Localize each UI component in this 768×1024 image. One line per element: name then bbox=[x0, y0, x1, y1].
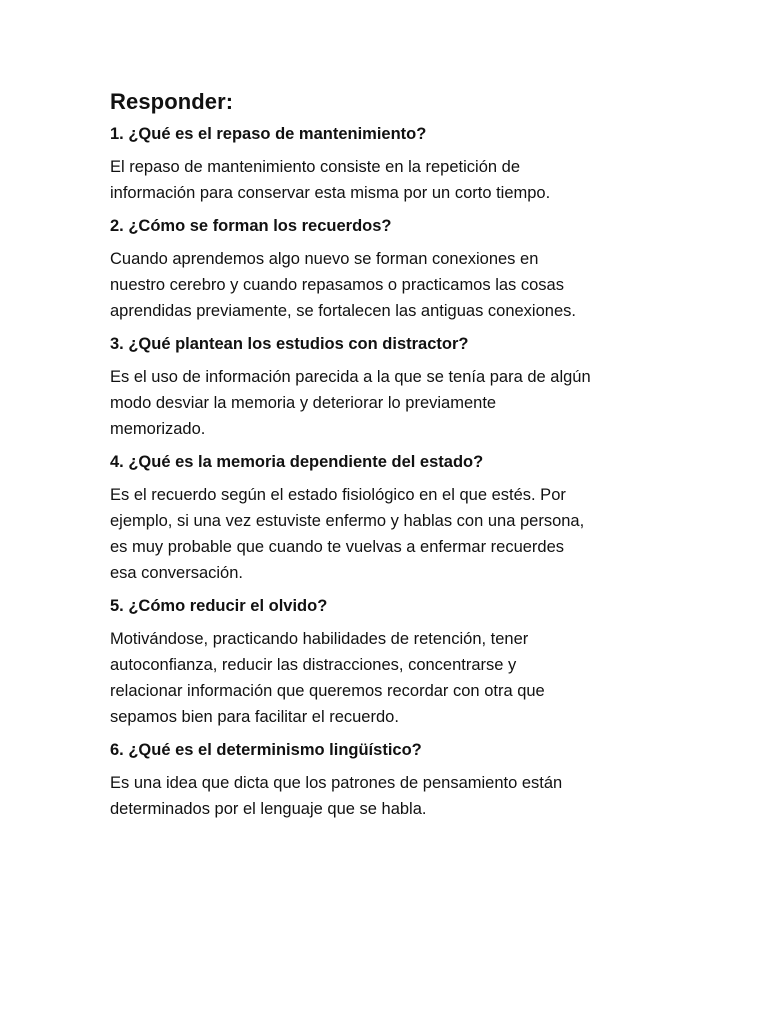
question-6: 6. ¿Qué es el determinismo lingüístico? bbox=[110, 741, 422, 759]
answer-2: Cuando aprendemos algo nuevo se forman conexiones en nuestro cerebro y cuando repasamos o practicamos las cosas aprendidas previamente, se fortalecen las antiguas conexiones. bbox=[110, 250, 576, 320]
question-1: 1. ¿Qué es el repaso de mantenimiento? bbox=[110, 125, 427, 143]
qa-item-4 bbox=[110, 450, 670, 586]
question-4: 4. ¿Qué es la memoria dependiente del estado? bbox=[110, 453, 484, 471]
qa-item-5 bbox=[110, 594, 670, 730]
question-3: 3. ¿Qué plantean los estudios con distractor? bbox=[110, 335, 469, 353]
qa-item-1 bbox=[110, 122, 670, 206]
answer-1: El repaso de mantenimiento consiste en la repetición de información para conservar esta misma por un corto tiempo. bbox=[110, 158, 551, 202]
answer-4: Es el recuerdo según el estado fisiológico en el que estés. Por ejemplo, si una vez estuviste enfermo y hablas con una persona, es muy probable que cuando te vuelvas a enfermar recuerdes esa conversación. bbox=[110, 486, 585, 582]
qa-item-6 bbox=[110, 738, 670, 822]
answer-5: Motivándose, practicando habilidades de retención, tener autoconfianza, reducir las distracciones, concentrarse y relacionar información que queremos recordar con otra que sepamos bien para facilitar el recuerdo. bbox=[110, 630, 545, 726]
question-2: 2. ¿Cómo se forman los recuerdos? bbox=[110, 217, 392, 235]
answer-3: Es el uso de información parecida a la que se tenía para de algún modo desviar la memoria y deteriorar lo previamente memorizado. bbox=[110, 368, 591, 438]
qa-item-2 bbox=[110, 214, 670, 324]
qa-item-3 bbox=[110, 332, 670, 442]
question-5: 5. ¿Cómo reducir el olvido? bbox=[110, 597, 328, 615]
answer-6: Es una idea que dicta que los patrones de pensamiento están determinados por el lenguaje que se habla. bbox=[110, 774, 563, 818]
document-title: Responder: bbox=[110, 89, 234, 114]
document-page bbox=[110, 88, 670, 830]
